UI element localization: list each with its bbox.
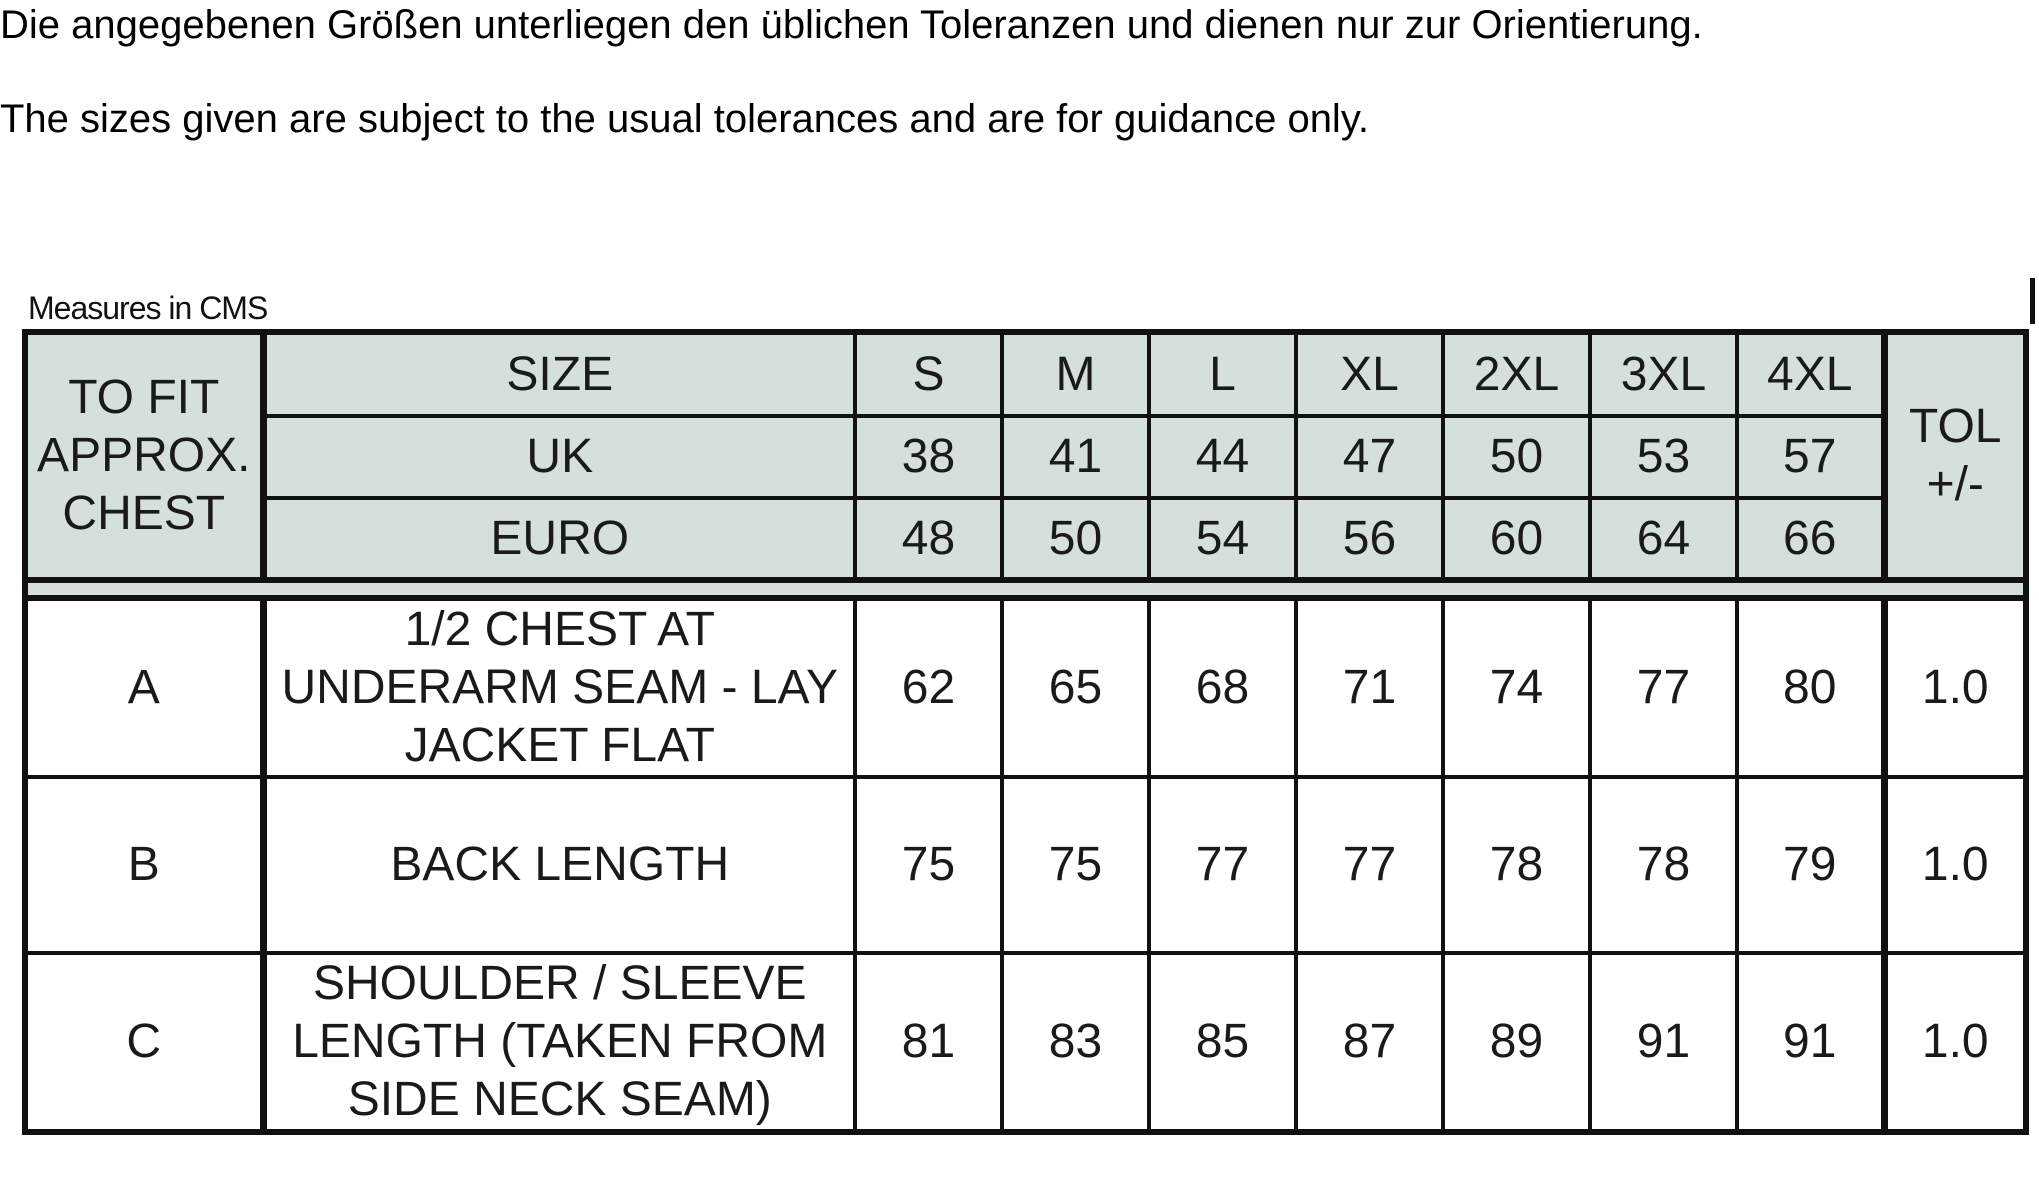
uk-label: UK [263,416,855,498]
measure-cell: 65 [1002,598,1149,777]
header-row-uk [25,416,2026,498]
measure-cell: 77 [1296,777,1443,953]
row-description [263,953,855,1132]
euro-s: 48 [855,498,1002,580]
uk-3xl: 53 [1590,416,1737,498]
tol-cell: 1.0 [1884,953,2026,1132]
uk-m: 41 [1002,416,1149,498]
uk-2xl: 50 [1443,416,1590,498]
uk-l: 44 [1149,416,1296,498]
measure-cell: 83 [1002,953,1149,1132]
tol-line-2: +/- [1926,458,1984,511]
to-fit-line-2: APPROX. [37,429,251,482]
measure-cell: 74 [1443,598,1590,777]
to-fit-chest-header [25,332,263,580]
measure-cell: 87 [1296,953,1443,1132]
uk-xl: 47 [1296,416,1443,498]
euro-l: 54 [1149,498,1296,580]
measure-cell: 77 [1590,598,1737,777]
measure-cell: 91 [1737,953,1884,1132]
euro-label: EURO [263,498,855,580]
row-code: C [25,953,263,1132]
measure-cell: 75 [855,777,1002,953]
description-line: SHOULDER / SLEEVE [313,957,807,1010]
separator-band [25,580,2026,598]
measure-cell: 89 [1443,953,1590,1132]
size-chart-table [22,329,2029,1135]
euro-2xl: 60 [1443,498,1590,580]
measure-cell: 80 [1737,598,1884,777]
measure-cell: 77 [1149,777,1296,953]
measure-cell: 91 [1590,953,1737,1132]
tol-cell: 1.0 [1884,598,2026,777]
size-2xl: 2XL [1443,332,1590,416]
description-line: 1/2 CHEST AT [404,603,715,656]
tol-header [1884,332,2026,580]
description-line: UNDERARM SEAM - LAY [281,661,839,714]
description-line: LENGTH (TAKEN FROM [292,1015,828,1068]
uk-4xl: 57 [1737,416,1884,498]
size-xl: XL [1296,332,1443,416]
row-description [263,777,855,953]
measure-cell: 85 [1149,953,1296,1132]
row-code: A [25,598,263,777]
size-m: M [1002,332,1149,416]
table-row [25,953,2026,1132]
description-line: JACKET FLAT [404,719,715,772]
to-fit-line-3: CHEST [62,487,226,540]
intro-english: The sizes given are subject to the usual tolerances and are for guidance only. [0,97,1369,141]
size-s: S [855,332,1002,416]
measure-cell: 75 [1002,777,1149,953]
to-fit-line-1: TO FIT [68,371,220,424]
measure-cell: 68 [1149,598,1296,777]
edge-mark [2030,278,2035,324]
description-line: BACK LENGTH [390,838,730,891]
intro-text [0,0,1750,145]
header-row-euro [25,498,2026,580]
description-line: SIDE NECK SEAM) [347,1073,772,1126]
table-row [25,598,2026,777]
table-row [25,777,2026,953]
intro-german: Die angegebenen Größen unterliegen den üblichen Toleranzen und dienen nur zur Orientierung. [0,3,1703,47]
header-separator [25,580,2026,598]
euro-3xl: 64 [1590,498,1737,580]
size-3xl: 3XL [1590,332,1737,416]
euro-xl: 56 [1296,498,1443,580]
row-code: B [25,777,263,953]
size-4xl: 4XL [1737,332,1884,416]
measure-cell: 71 [1296,598,1443,777]
measure-cell: 79 [1737,777,1884,953]
size-label: SIZE [263,332,855,416]
euro-m: 50 [1002,498,1149,580]
uk-s: 38 [855,416,1002,498]
measure-cell: 81 [855,953,1002,1132]
measure-cell: 62 [855,598,1002,777]
euro-4xl: 66 [1737,498,1884,580]
table-caption: Measures in CMS [28,290,268,326]
size-l: L [1149,332,1296,416]
tol-line-1: TOL [1909,400,2002,453]
measure-cell: 78 [1590,777,1737,953]
measure-cell: 78 [1443,777,1590,953]
row-description [263,598,855,777]
tol-cell: 1.0 [1884,777,2026,953]
header-row-size [25,332,2026,416]
